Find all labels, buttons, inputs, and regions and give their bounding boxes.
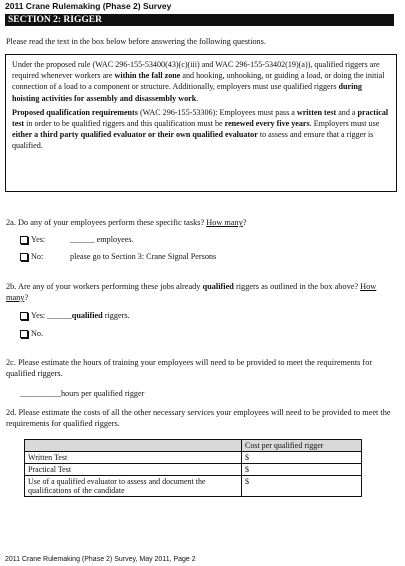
- row-label: Practical Test: [25, 464, 242, 476]
- document-header: 2011 Crane Rulemaking (Phase 2) Survey: [5, 1, 172, 11]
- row-label: Use of a qualified evaluator to assess and document the qualifications of the candidate: [25, 476, 242, 497]
- page-footer: 2011 Crane Rulemaking (Phase 2) Survey, May 2011, Page 2: [5, 556, 196, 563]
- q2b-no-option: No.: [20, 329, 43, 338]
- row-cost-input[interactable]: $: [242, 476, 362, 497]
- cost-table: [24, 439, 362, 497]
- q2a-no-instruction: please go to Section 3: Crane Signal Persons: [70, 252, 217, 261]
- question-2b: 2b. Are any of your workers performing these jobs already qualified riggers as outlined in the box above? How many?: [6, 282, 377, 302]
- question-2a: 2a. Do any of your employees perform these specific tasks? How many?: [6, 218, 247, 227]
- header-blank-cell: [25, 440, 242, 452]
- q2a-no-checkbox[interactable]: [20, 253, 28, 261]
- rule-paragraph-2: Proposed qualification requirements (WAC 296-155-53306): Employees must pass a written test and a practical test in order to be qualified riggers and this qualification must be renewed every five years. Employers must use either a third party qualified evaluator or their own qualified evaluator to assess and ensure that a rigger is qualified.: [12, 107, 389, 151]
- q2a-yes-option: Yes:: [20, 235, 45, 244]
- q2b-count-field[interactable]: ______: [47, 311, 72, 320]
- q2b-yes-option: Yes: ______qualified riggers.: [20, 311, 130, 320]
- table-row: [25, 452, 362, 464]
- table-header-row: [25, 440, 362, 452]
- intro-text: Please read the text in the box below before answering the following questions.: [6, 37, 266, 46]
- q2a-yes-checkbox[interactable]: [20, 236, 28, 244]
- rule-paragraph-1: Under the proposed rule (WAC 296-155-53400(43)(c)(iii) and WAC 296-155-53402(19)(a)), qualified riggers are required whenever workers are within the fall zone and hooking, unhooking, or guiding a load, or doing the initial connection of a load to a component or structure. Additionally, employers must use qualified riggers during hoisting activities for assembly and disassembly work.: [12, 60, 385, 103]
- row-cost-input[interactable]: $: [242, 464, 362, 476]
- q2a-employees-field[interactable]: ______ employees.: [70, 235, 134, 244]
- row-cost-input[interactable]: $: [242, 452, 362, 464]
- table-row: [25, 464, 362, 476]
- rule-box: [5, 54, 397, 192]
- row-label: Written Test: [25, 452, 242, 464]
- q2a-no-option: No:: [20, 252, 43, 261]
- question-2d: 2d. Please estimate the costs of all the other necessary services your employees will need to be provided to meet the requirements for qualified riggers.: [6, 408, 391, 428]
- question-2c: 2c. Please estimate the hours of training your employees will need to be provided to meet the requirements for qualified riggers.: [6, 358, 373, 378]
- q2c-hours-field[interactable]: __________hours per qualified rigger: [20, 389, 145, 398]
- q2b-no-checkbox[interactable]: [20, 330, 28, 338]
- q2b-yes-checkbox[interactable]: [20, 312, 28, 320]
- section-title: SECTION 2: RIGGER: [5, 14, 394, 26]
- header-cost-cell: Cost per qualified rigger: [242, 440, 362, 452]
- table-row: [25, 476, 362, 497]
